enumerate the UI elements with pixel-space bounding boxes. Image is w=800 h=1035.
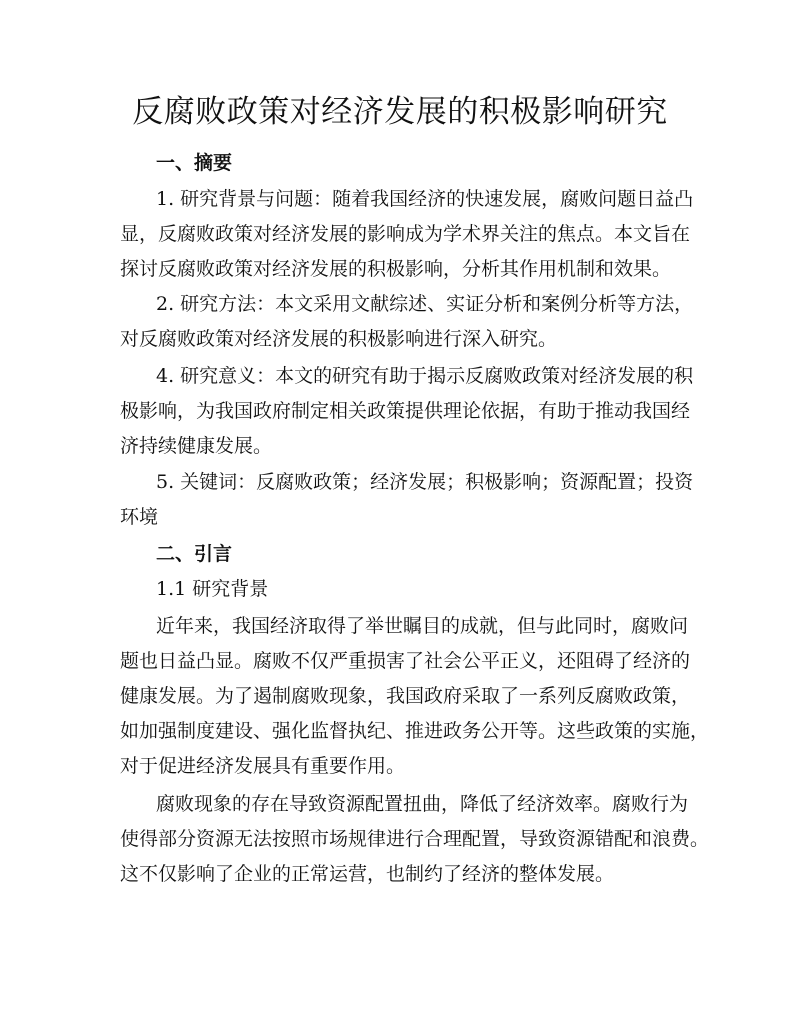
abstract-significance-line-3: 济持续健康发展。 [120,435,273,457]
abstract-significance-line-2: 极影响，为我国政府制定相关政策提供理论依据，有助于推动我国经 [120,400,691,422]
document-title: 反腐败政策对经济发展的积极影响研究 [132,94,668,130]
intro-paragraph-1-line-5: 对于促进经济发展具有重要作用。 [120,755,406,777]
intro-paragraph-2-line-1: 腐败现象的存在导致资源配置扭曲，降低了经济效率。腐败行为 [156,793,689,815]
section-heading-abstract: 一、摘要 [156,152,233,174]
subsection-heading-background: 1.1 研究背景 [156,578,269,600]
abstract-significance-line-1: 4. 研究意义：本文的研究有助于揭示反腐败政策对经济发展的积 [156,365,694,387]
intro-paragraph-1-line-2: 题也日益凸显。腐败不仅严重损害了社会公平正义，还阻碍了经济的 [120,650,691,672]
intro-paragraph-2-line-2: 使得部分资源无法按照市场规律进行合理配置，导致资源错配和浪费。 [120,828,710,850]
intro-paragraph-2-line-3: 这不仅影响了企业的正常运营，也制约了经济的整体发展。 [120,863,615,885]
section-heading-introduction: 二、引言 [156,543,233,565]
intro-paragraph-1-line-3: 健康发展。为了遏制腐败现象，我国政府采取了一系列反腐败政策， [120,685,691,707]
abstract-background-line-1: 1. 研究背景与问题：随着我国经济的快速发展，腐败问题日益凸 [156,188,694,210]
intro-paragraph-1-line-4: 如加强制度建设、强化监督执纪、推进政务公开等。这些政策的实施， [120,720,710,742]
abstract-method-line-1: 2. 研究方法：本文采用文献综述、实证分析和案例分析等方法， [156,293,694,315]
abstract-background-line-2: 显，反腐败政策对经济发展的影响成为学术界关注的焦点。本文旨在 [120,223,691,245]
abstract-background-line-3: 探讨反腐败政策对经济发展的积极影响，分析其作用机制和效果。 [120,258,672,280]
abstract-keywords-line-1: 5. 关键词：反腐败政策；经济发展；积极影响；资源配置；投资 [156,471,694,493]
abstract-method-line-2: 对反腐败政策对经济发展的积极影响进行深入研究。 [120,328,558,350]
intro-paragraph-1-line-1: 近年来，我国经济取得了举世瞩目的成就，但与此同时，腐败问 [156,615,689,637]
abstract-keywords-line-2: 环境 [120,506,159,528]
